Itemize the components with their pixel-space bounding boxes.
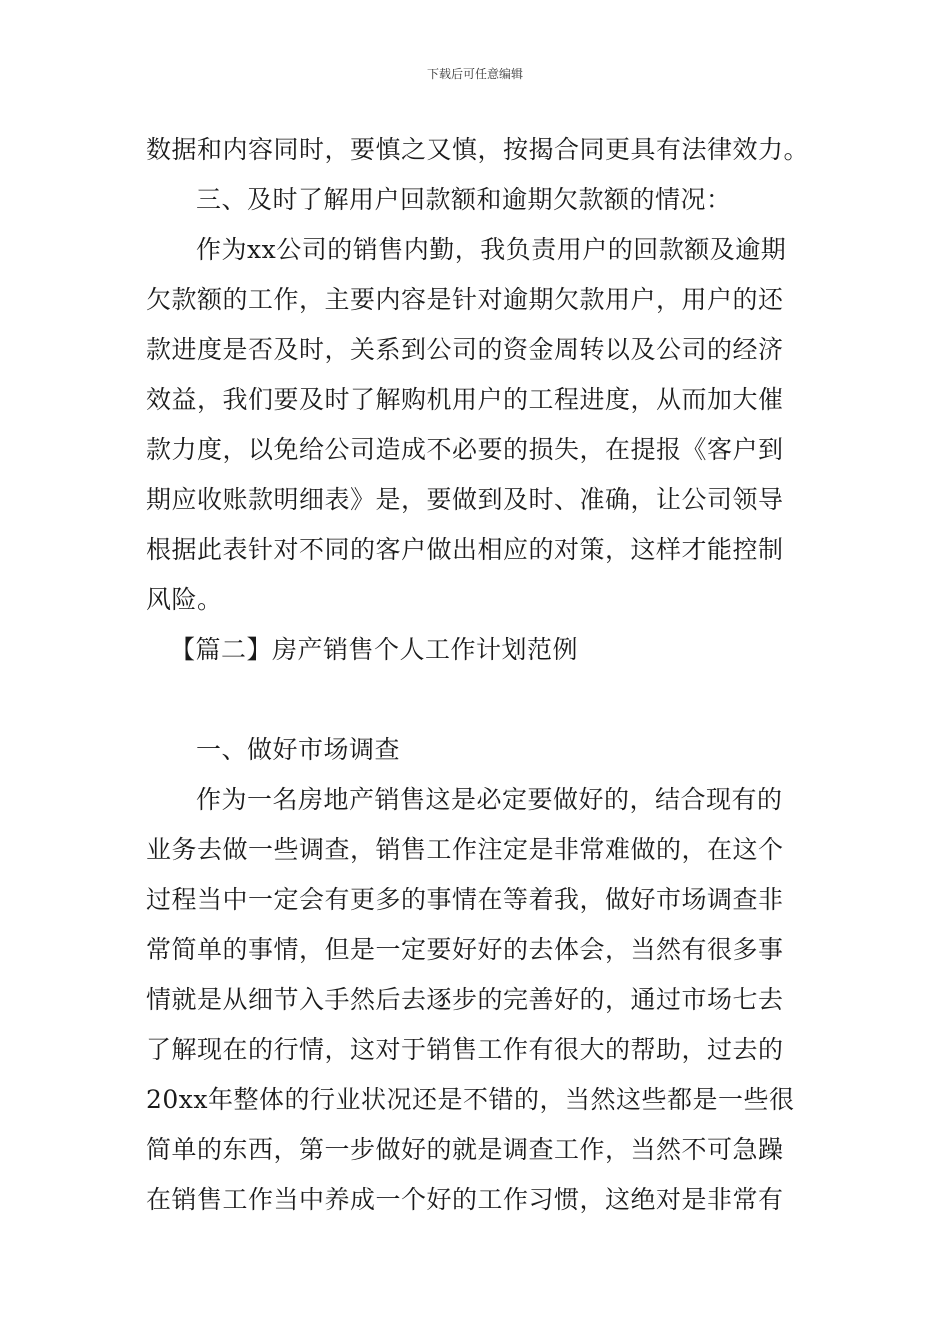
text-line: 情就是从细节入手然后去逐步的完善好的，通过市场七去 — [146, 985, 784, 1014]
text-line: 欠款额的工作，主要内容是针对逾期欠款用户，用户的还 — [146, 285, 784, 314]
text-line: 作为一名房地产销售这是必定要做好的，结合现有的 — [196, 785, 783, 814]
text-line: 作为xx公司的销售内勤，我负责用户的回款额及逾期 — [196, 235, 787, 264]
text-line: 数据和内容同时，要慎之又慎，按揭合同更具有法律效力。 — [146, 135, 810, 164]
article-title: 【篇二】房产销售个人工作计划范例 — [170, 635, 579, 664]
section-heading: 一、做好市场调查 — [196, 735, 401, 764]
text-line: 期应收账款明细表》是，要做到及时、准确，让公司领导 — [146, 485, 784, 514]
text-line: 在销售工作当中养成一个好的工作习惯，这绝对是非常有 — [146, 1185, 784, 1214]
text-line: 风险。 — [146, 585, 223, 614]
text-line: 款力度，以免给公司造成不必要的损失，在提报《客户到 — [146, 435, 784, 464]
text-line: 业务去做一些调查，销售工作注定是非常难做的，在这个 — [146, 835, 784, 864]
section-heading: 三、及时了解用户回款额和逾期欠款额的情况： — [196, 185, 732, 214]
text-line: 效益，我们要及时了解购机用户的工程进度，从而加大催 — [146, 385, 784, 414]
text-line: 20xx年整体的行业状况还是不错的，当然这些都是一些很 — [146, 1085, 795, 1114]
page-header: 下载后可任意编辑 — [426, 67, 523, 81]
text-line: 根据此表针对不同的客户做出相应的对策，这样才能控制 — [146, 535, 784, 564]
text-line: 常简单的事情，但是一定要好好的去体会，当然有很多事 — [146, 935, 784, 964]
text-line: 简单的东西，第一步做好的就是调查工作，当然不可急躁 — [146, 1135, 784, 1164]
text-line: 了解现在的行情，这对于销售工作有很大的帮助，过去的 — [146, 1035, 784, 1064]
text-line: 过程当中一定会有更多的事情在等着我，做好市场调查非 — [146, 885, 784, 914]
text-line: 款进度是否及时，关系到公司的资金周转以及公司的经济 — [146, 335, 784, 364]
